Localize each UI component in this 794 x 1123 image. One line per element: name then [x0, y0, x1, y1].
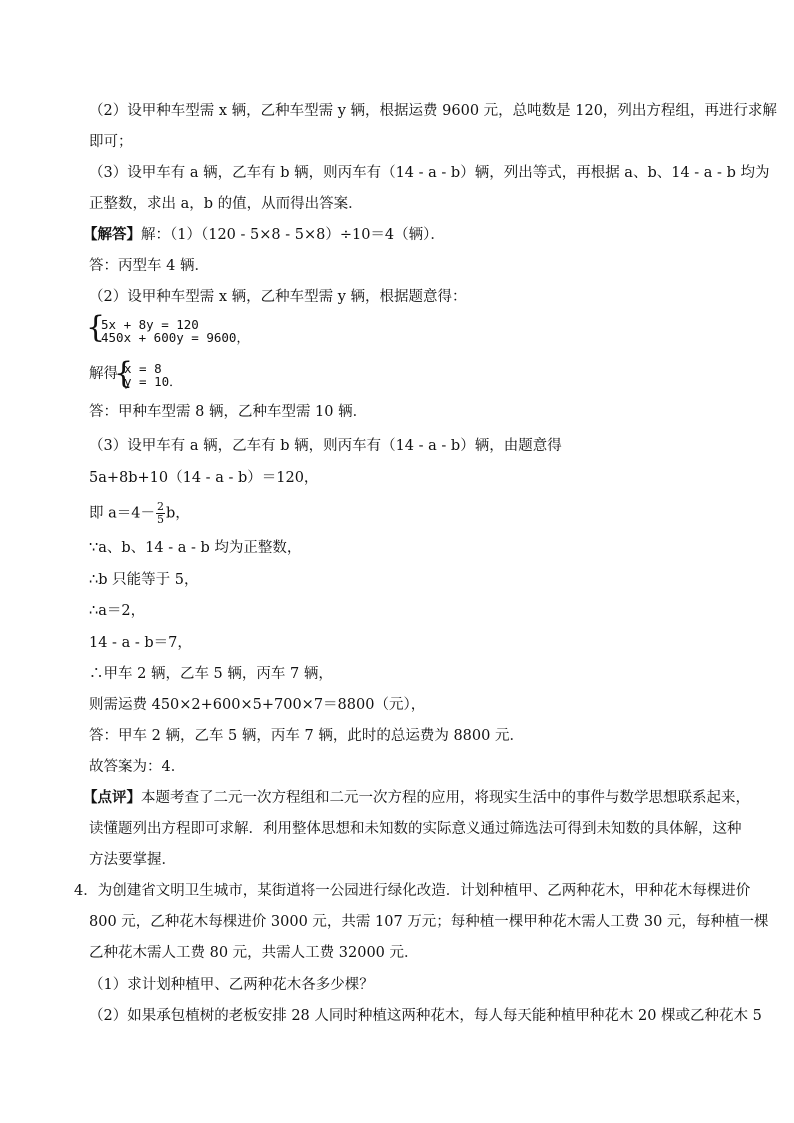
text-line: 答：甲种车型需 8 辆，乙种车型需 10 辆．	[89, 404, 368, 420]
text-line: 14 - a - b＝7，	[89, 635, 192, 651]
text-line: 正整数，求出 a，b 的值，从而得出答案．	[89, 196, 363, 212]
answer-tag: 【解答】	[83, 226, 141, 243]
text-line: （2）设甲种车型需 x 辆，乙种车型需 y 辆，根据题意得：	[89, 289, 467, 305]
text-line: 答：甲车 2 辆，乙车 5 辆，丙车 7 辆，此时的总运费为 8800 元．	[89, 728, 524, 744]
text-line: （3）设甲车有 a 辆，乙车有 b 辆，则丙车有（14 - a - b）辆，列出等式，再根据 a、b、14 - a - b 均为	[89, 165, 770, 181]
solution-1: x = 8	[124, 361, 162, 376]
answer-heading	[83, 225, 445, 245]
text-line: ∴a＝2，	[89, 603, 146, 619]
text-line: （1）求计划种植甲、乙两种花木各多少棵？	[89, 977, 374, 993]
text-line: ∴甲车 2 辆，乙车 5 辆，丙车 7 辆，	[89, 666, 333, 682]
text-line: ∵a、b、14 - a - b 均为正整数，	[89, 540, 302, 556]
text-line: 故答案为：4．	[89, 759, 186, 775]
text-line: ∴b 只能等于 5，	[89, 572, 199, 588]
left-brace-icon: {	[114, 356, 134, 391]
text-line: 读懂题列出方程即可求解．利用整体思想和未知数的实际意义通过筛选法可得到未知数的具体解，这种	[89, 821, 742, 837]
text-line: （2）如果承包植树的老板安排 28 人同时种植这两种花木，每人每天能种植甲种花木 20 棵或乙种花木 5	[89, 1008, 762, 1024]
equation-2: 450x + 600y = 9600，	[101, 330, 249, 345]
text-line: 方法要掌握．	[89, 852, 176, 868]
question-4-line: 4．为创建省文明卫生城市，某街道将一公园进行绿化改造．计划种植甲、乙两种花木，甲种花木每棵进价	[74, 883, 751, 899]
review-tag: 【点评】	[83, 789, 141, 806]
solve-prefix: 解得	[89, 366, 118, 382]
fraction	[156, 501, 165, 526]
fraction-numerator: 2	[156, 500, 164, 513]
text-line: 答：丙型车 4 辆．	[89, 258, 209, 274]
fraction-prefix: 即 a＝4－	[89, 505, 155, 522]
text-line: 800 元，乙种花木每棵进价 3000 元，共需 107 万元；每种植一棵甲种花木需人工费 30 元，每种植一棵	[89, 914, 769, 930]
review-heading	[83, 788, 750, 808]
text-line: 5a+8b+10（14 - a - b）＝120，	[89, 470, 319, 486]
fraction-denominator: 5	[156, 513, 164, 526]
text-line: 则需运费 450×2+600×5+700×7＝8800（元），	[89, 697, 426, 713]
text-line: （3）设甲车有 a 辆，乙车有 b 辆，则丙车有（14 - a - b）辆，由题意得	[89, 438, 562, 454]
text-line: 即可；	[89, 134, 133, 150]
review-text: 本题考查了二元一次方程组和二元一次方程的应用，将现实生活中的事件与数学思想联系起来，	[141, 790, 750, 806]
text-line: （2）设甲种车型需 x 辆，乙种车型需 y 辆，根据运费 9600 元，总吨数是 120，列出方程组，再进行求解	[89, 103, 777, 119]
fraction-suffix: b，	[165, 505, 190, 522]
solution-2: y = 10．	[124, 374, 182, 389]
left-brace-icon: {	[86, 310, 106, 345]
equation-1: 5x + 8y = 120	[101, 317, 199, 332]
text-line-fraction	[89, 501, 190, 526]
text-line: 乙种花木需人工费 80 元，共需人工费 32000 元．	[89, 945, 419, 961]
answer-text: 解：（1）（120 - 5×8 - 5×8）÷10＝4（辆）．	[141, 227, 445, 243]
